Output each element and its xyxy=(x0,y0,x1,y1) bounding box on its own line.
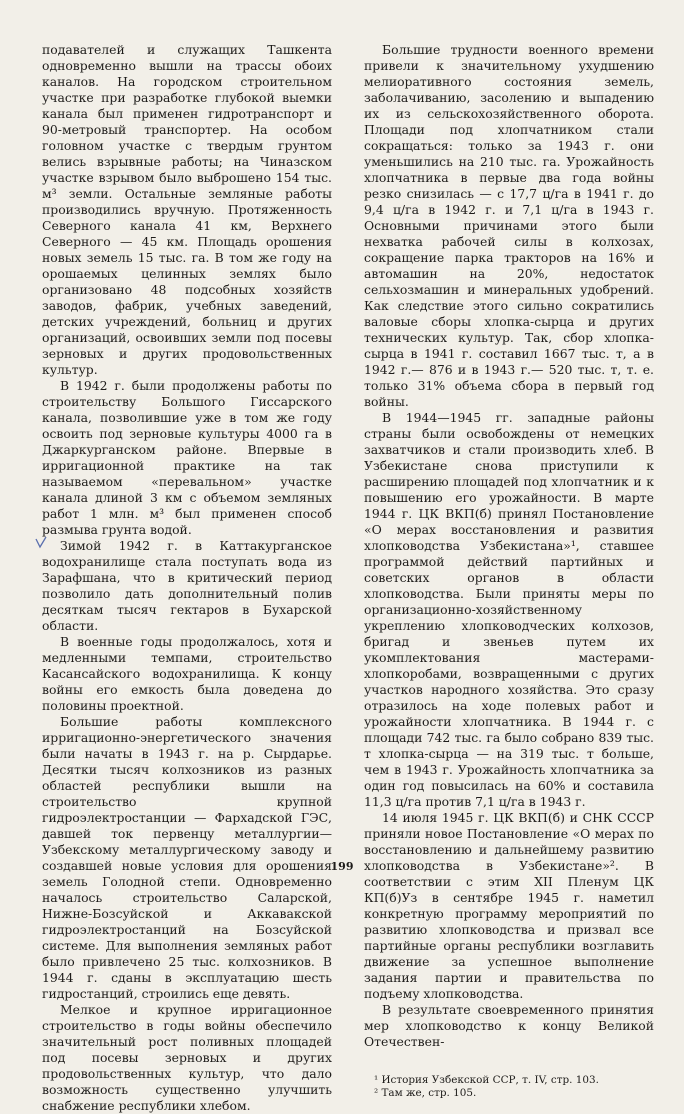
page-number: 199 xyxy=(330,860,354,873)
paragraph: В 1944—1945 гг. западные районы страны были освобождены от немецких захватчиков и стали производить хлеб. В Узбекистане снова приступили к расширению площадей под хлопчатник и к повышению его урожайности. В марте 1944 г. ЦК ВКП(б) принял Постановление «О мерах восстановления и развития хлопководства Узбекистана»¹, ставшее программой действий партийных и советских органов в области хлопководства. Были приняты меры по организационно-хозяйственному укреплению хлопководческих колхозов, бригад и звеньев путем их укомплектования мастерами-хлопкоробами, возвращенными с других участков народного хозяйства. Это сразу отразилось на ходе полевых работ и урожайности хлопчатника. В 1944 г. с площади 742 тыс. га было собрано 839 тыс. т хлопка-сырца — на 319 тыс. т больше, чем в 1943 г. Урожайность хлопчатника за один год повысилась на 60% и составила 11,3 ц/га против 7,1 ц/га в 1943 г. xyxy=(364,410,654,809)
pencil-check-mark-icon xyxy=(34,536,48,550)
footnotes xyxy=(364,1074,654,1100)
paragraph: Мелкое и крупное ирригационное строительство в годы войны обеспечило значительный рост поливных площадей под посевы зерновых и других продовольственных культур, что дало возможность существенно улучшить снабжение республики хлебом. xyxy=(42,1002,332,1113)
paragraph: Зимой 1942 г. в Каттакурганское водохранилище стала поступать вода из Зарафшана, что в критический период позволило дать дополнительный полив десяткам тысяч гектаров в Бухарской области. xyxy=(42,538,332,633)
right-text-column xyxy=(364,42,654,1100)
paragraph: В военные годы продолжалось, хотя и медленными темпами, строительство Касансайского водохранилища. К концу войны его емкость была доведена до половины проектной. xyxy=(42,634,332,713)
paragraph: Большие трудности военного времени привели к значительному ухудшению мелиоративного состояния земель, заболачиванию, засолению и выпадению их из сельскохозяйственного оборота. Площади под хлопчатником стали сокращаться: только за 1943 г. они уменьшились на 210 тыс. га. Урожайность хлопчатника в первые два года войны резко снизилась — с 17,7 ц/га в 1941 г. до 9,4 ц/га в 1942 г. и 7,1 ц/га в 1943 г. Основными причинами этого были нехватка рабочей силы в колхозах, сокращение парка тракторов на 16% и автомашин на 20%, недостаток сельхозмашин и минеральных удобрений. Как следствие этого сильно сократились валовые сборы хлопка-сырца и других технических культур. Так, сбор хлопка-сырца в 1941 г. составил 1667 тыс. т, а в 1942 г.— 876 и в 1943 г.— 520 тыс. т, т. е. только 31% объема сбора в первый год войны. xyxy=(364,42,654,409)
paragraph: Большие работы комплексного ирригационно-энергетического значения были начаты в 1943 г. на р. Сырдарье. Десятки тысяч колхозников из разных областей республики вышли на строительство крупной гидроэлектростанции — Фархадской ГЭС, давшей ток первенцу металлургии—Узбекскому металлургическому заводу и создавшей новые условия для орошения земель Голодной степи. Одновременно началось строительство Саларской, Нижне-Бозсуйской и Аккавакской гидроэлектростанций на Бозсуйской системе. Для выполнения земляных работ было привлечено 25 тыс. колхозников. В 1944 г. сданы в эксплуатацию шесть гидростанций, строились еще девять. xyxy=(42,714,332,1001)
paragraph: В 1942 г. были продолжены работы по строительству Большого Гиссарского канала, позволившие уже в том же году освоить под зерновые культуры 4000 га в Джаркурганском районе. Впервые в ирригационной практике на так называемом «перевальном» участке канала длиной 3 км с объемом земляных работ 1 млн. м³ был применен способ размыва грунта водой. xyxy=(42,378,332,537)
paragraph: подавателей и служащих Ташкента одновременно вышли на трассы обоих каналов. На городском строительном участке при разработке глубокой выемки канала был применен гидротранспорт и 90-метровый транспортер. На особом головном участке с твердым грунтом велись взрывные работы; на Чиназском участке взрывом было выброшено 154 тыс. м³ земли. Остальные земляные работы производились вручную. Протяженность Северного канала 41 км, Верхнего Северного — 45 км. Площадь орошения новых земель 15 тыс. га. В том же году на орошаемых целинных землях было организовано 48 подсобных хозяйств заводов, фабрик, учебных заведений, детских учреждений, больниц и других организаций, освоивших земли под посевы зерновых и других продовольственных культур. xyxy=(42,42,332,377)
paragraph: 14 июля 1945 г. ЦК ВКП(б) и СНК СССР приняли новое Постановление «О мерах по восстановлению и дальнейшему развитию хлопководства в Узбекистане»². В соответствии с этим XII Пленум ЦК КП(б)Уз в сентябре 1945 г. наметил конкретную программу мероприятий по развитию хлопководства и призвал все партийные органы республики возглавить движение за успешное выполнение задания партии и правительства по подъему хлопководства. xyxy=(364,810,654,1001)
footnote: ² Там же, стр. 105. xyxy=(374,1087,477,1099)
footnote: ¹ История Узбекской ССР, т. IV, стр. 103. xyxy=(374,1074,599,1086)
left-text-column xyxy=(42,42,332,1114)
paragraph: В результате своевременного принятия мер хлопководство к концу Великой Отечествен- xyxy=(364,1002,654,1049)
